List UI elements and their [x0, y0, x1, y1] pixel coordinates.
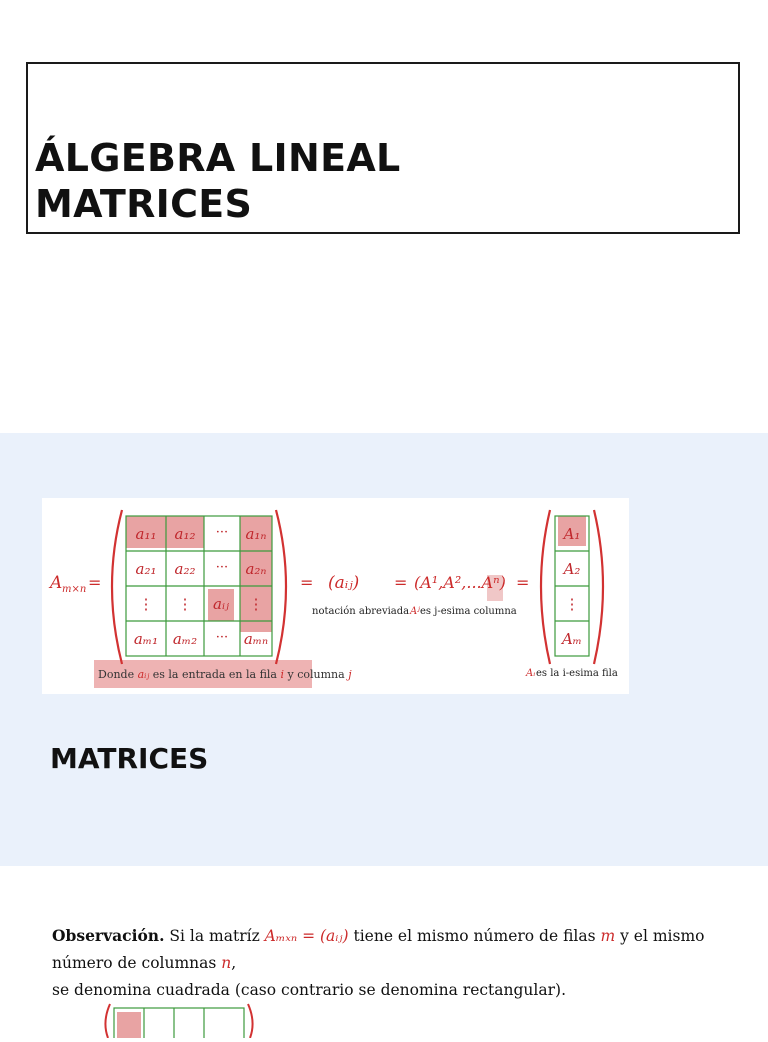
obs-text-1: Si la matríz: [164, 927, 265, 945]
square-matrix-graphic: [100, 998, 260, 1038]
observation-text: [52, 922, 742, 1004]
cell-amn: aₘₙ: [243, 630, 269, 648]
matrix-diagram: [42, 498, 629, 694]
title-slide-box: [26, 62, 740, 234]
square-matrix-partial: [100, 998, 260, 1038]
lhs-subscript: m×n: [62, 584, 87, 595]
cell-a2n: a₂ₙ: [245, 560, 267, 578]
donde-caption: Donde aᵢⱼ es la entrada en la fila i y columna j: [98, 668, 352, 681]
rows-caption: es la i-esima fila: [536, 668, 618, 679]
cell-a22: a₂₂: [174, 560, 196, 578]
cell-vdots-3: ⋮: [248, 595, 264, 613]
cell-vdots-2: ⋮: [177, 595, 193, 613]
title-line-2: MATRICES: [35, 182, 253, 226]
columns-caption: es j-esima columna: [420, 606, 517, 617]
columns-caption-symbol: Aʲ: [410, 606, 420, 617]
cell-a12: a₁₂: [174, 525, 196, 543]
eq-4: =: [516, 573, 530, 592]
cell-a21: a₂₁: [135, 560, 157, 578]
title-line-1: ÁLGEBRA LINEAL: [35, 136, 401, 180]
cell-a11: a₁₁: [135, 525, 157, 543]
cell-dots-4: ···: [215, 630, 229, 645]
row-a1: A₁: [563, 525, 581, 543]
cell-am1: aₘ₁: [133, 630, 159, 648]
cell-aij: aᵢⱼ: [213, 595, 229, 613]
obs-text-2: tiene el mismo número de filas: [348, 927, 601, 945]
observation-line-2: se denomina cuadrada (caso contrario se denomina rectangular).: [52, 981, 566, 999]
lhs-symbol: A: [50, 573, 63, 593]
lhs-equals: =: [88, 573, 102, 592]
cell-am2: aₘ₂: [172, 630, 198, 648]
obs-m: m: [600, 927, 616, 945]
short-notation-caption: notación abreviada: [312, 606, 410, 617]
square-matrix-highlight: [117, 1012, 141, 1038]
short-notation: (aᵢⱼ): [328, 573, 360, 593]
row-a2: A₂: [563, 560, 581, 578]
observation-label: Observación.: [52, 926, 165, 945]
obs-n: n: [221, 954, 232, 972]
row-am: Aₘ: [561, 630, 583, 648]
matrix-definition-figure: [42, 498, 629, 694]
obs-matrix: Aₘₓₙ = (aᵢⱼ): [264, 927, 349, 945]
eq-3: =: [394, 573, 408, 592]
row-vdots: ⋮: [564, 595, 580, 613]
cell-dots-2: ···: [215, 560, 229, 575]
eq-2: =: [300, 573, 314, 592]
cell-a1n: a₁ₙ: [245, 525, 267, 543]
slide-title-matrices: MATRICES: [50, 742, 209, 775]
cell-vdots-1: ⋮: [138, 595, 154, 613]
observation-line-1: [52, 922, 742, 977]
columns-expr: (A¹,A²,...Aⁿ): [414, 573, 506, 592]
rows-caption-symbol: Aᵢ: [526, 668, 536, 679]
obs-text-4: ,: [231, 954, 237, 972]
cell-dots-1: ···: [215, 525, 229, 540]
obs-text-3: y el mismo número de columnas: [52, 927, 705, 972]
